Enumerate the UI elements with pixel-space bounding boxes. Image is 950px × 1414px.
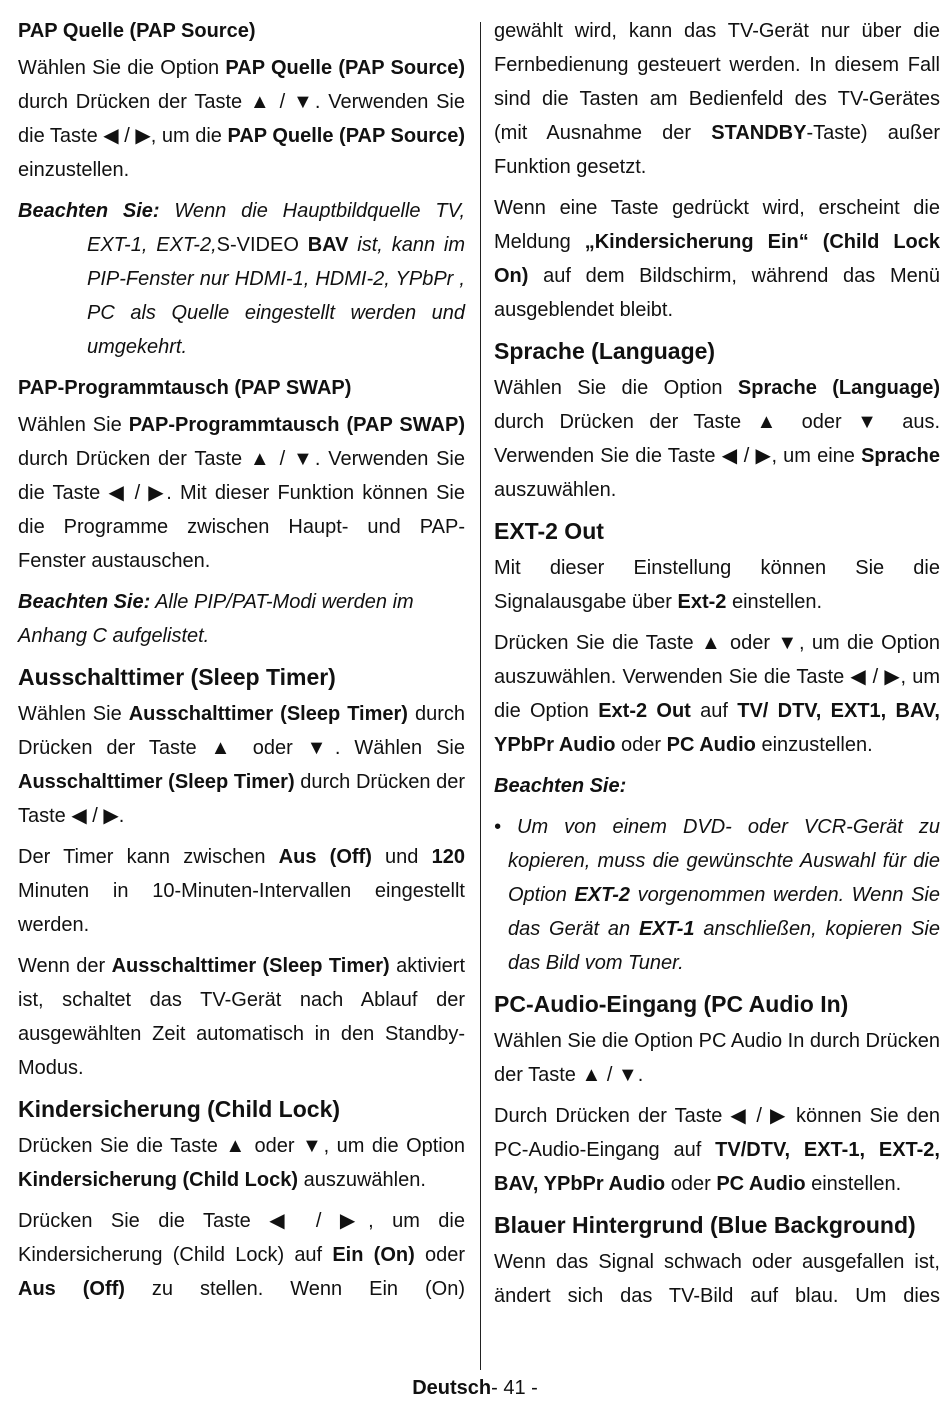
- blue-background-paragraph: Wenn das Signal schwach oder ausgefallen ist, ändert sich das TV-Bild auf blau. Um dies: [494, 1251, 940, 1307]
- footer-page-number: - 41 -: [491, 1377, 538, 1399]
- blue-background-heading: Blauer Hintergrund (Blue Background): [494, 1212, 916, 1238]
- pap-source-paragraph: Wählen Sie die Option PAP Quelle (PAP Source) durch Drücken der Taste ▲ / ▼. Verwenden Sie die Taste ◀ / ▶, um die PAP Quelle (PAP Source) einzustellen.: [18, 57, 466, 181]
- child-lock-continued-paragraph-1: gewählt wird, kann das TV-Gerät nur über die Fernbedienung gesteuert werden. In diesem Fall sind die Tasten am Bedienfeld des TV-Gerätes (mit Ausnahme der STANDBY-Taste) außer Funktion gesetzt.: [494, 20, 940, 178]
- footer-language: Deutsch: [412, 1377, 492, 1399]
- pc-audio-heading: PC-Audio-Eingang (PC Audio In): [494, 991, 849, 1017]
- left-column: [18, 14, 465, 1313]
- pap-source-note: Beachten Sie: Wenn die Hauptbildquelle TV, EXT-1, EXT-2,S-VIDEO BAV ist, kann im PIP-Fenster nur HDMI-1, HDMI-2, YPbPr , PC als Quelle eingestellt werden und umgekehrt.: [18, 200, 466, 358]
- pap-swap-note: Beachten Sie: Alle PIP/PAT-Modi werden im Anhang C aufgelistet.: [18, 591, 414, 647]
- sleep-timer-heading: Ausschalttimer (Sleep Timer): [18, 664, 336, 690]
- ext2-out-paragraph-1: Mit dieser Einstellung können Sie die Signalausgabe über Ext-2 einstellen.: [494, 557, 940, 613]
- sleep-timer-paragraph-3: Wenn der Ausschalttimer (Sleep Timer) aktiviert ist, schaltet das TV-Gerät nach Ablauf der ausgewählten Zeit automatisch in den Standby-Modus.: [18, 955, 466, 1079]
- column-divider: [480, 22, 481, 1370]
- page-footer: [0, 1375, 950, 1401]
- child-lock-paragraph-2: Drücken Sie die Taste ◀ / ▶, um die Kindersicherung (Child Lock) auf Ein (On) oder Aus (Off) zu stellen. Wenn Ein (On): [18, 1210, 465, 1300]
- pc-audio-paragraph-1: Wählen Sie die Option PC Audio In durch Drücken der Taste ▲ / ▼.: [494, 1030, 940, 1086]
- ext2-out-bullet: • Um von einem DVD- oder VCR-Gerät zu kopieren, muss die gewünschte Auswahl für die Option EXT-2 vorgenommen werden. Wenn Sie das Gerät an EXT-1 anschließen, kopieren Sie das Bild vom Tuner.: [494, 816, 940, 974]
- ext2-out-paragraph-2: Drücken Sie die Taste ▲ oder ▼, um die Option auszuwählen. Verwenden Sie die Taste ◀ / ▶, um die Option Ext-2 Out auf TV/ DTV, EXT1, BAV, YPbPr Audio oder PC Audio einzustellen.: [494, 632, 940, 756]
- ext2-out-heading: EXT-2 Out: [494, 518, 604, 544]
- sleep-timer-paragraph-2: Der Timer kann zwischen Aus (Off) und 120 Minuten in 10-Minuten-Intervallen eingestellt werden.: [18, 846, 466, 936]
- right-column: [494, 14, 940, 1320]
- pap-swap-heading: PAP-Programmtausch (PAP SWAP): [18, 377, 352, 399]
- sleep-timer-paragraph-1: Wählen Sie Ausschalttimer (Sleep Timer) durch Drücken der Taste ▲ oder ▼. Wählen Sie Ausschalttimer (Sleep Timer) durch Drücken der Taste ◀ / ▶.: [18, 703, 466, 827]
- ext2-out-note-label: Beachten Sie:: [494, 775, 627, 797]
- language-paragraph: Wählen Sie die Option Sprache (Language) durch Drücken der Taste ▲ oder ▼ aus. Verwenden Sie die Taste ◀ / ▶, um eine Sprache auszuwählen.: [494, 377, 940, 501]
- pc-audio-paragraph-2: Durch Drücken der Taste ◀ / ▶ können Sie den PC-Audio-Eingang auf TV/DTV, EXT-1, EXT-2, BAV, YPbPr Audio oder PC Audio einstellen.: [494, 1105, 940, 1195]
- child-lock-paragraph-1: Drücken Sie die Taste ▲ oder ▼, um die Option Kindersicherung (Child Lock) auszuwählen.: [18, 1135, 465, 1191]
- pap-swap-paragraph: Wählen Sie PAP-Programmtausch (PAP SWAP) durch Drücken der Taste ▲ / ▼. Verwenden Sie die Taste ◀ / ▶. Mit dieser Funktion können Sie die Programme zwischen Haupt- und PAP-Fenster austauschen.: [18, 414, 465, 572]
- child-lock-continued-paragraph-2: Wenn eine Taste gedrückt wird, erscheint die Meldung „Kindersicherung Ein“ (Child Lock On) auf dem Bildschirm, während das Menü ausgeblendet bleibt.: [494, 197, 940, 321]
- pap-source-heading: PAP Quelle (PAP Source): [18, 20, 256, 42]
- language-heading: Sprache (Language): [494, 338, 716, 364]
- child-lock-heading: Kindersicherung (Child Lock): [18, 1096, 341, 1122]
